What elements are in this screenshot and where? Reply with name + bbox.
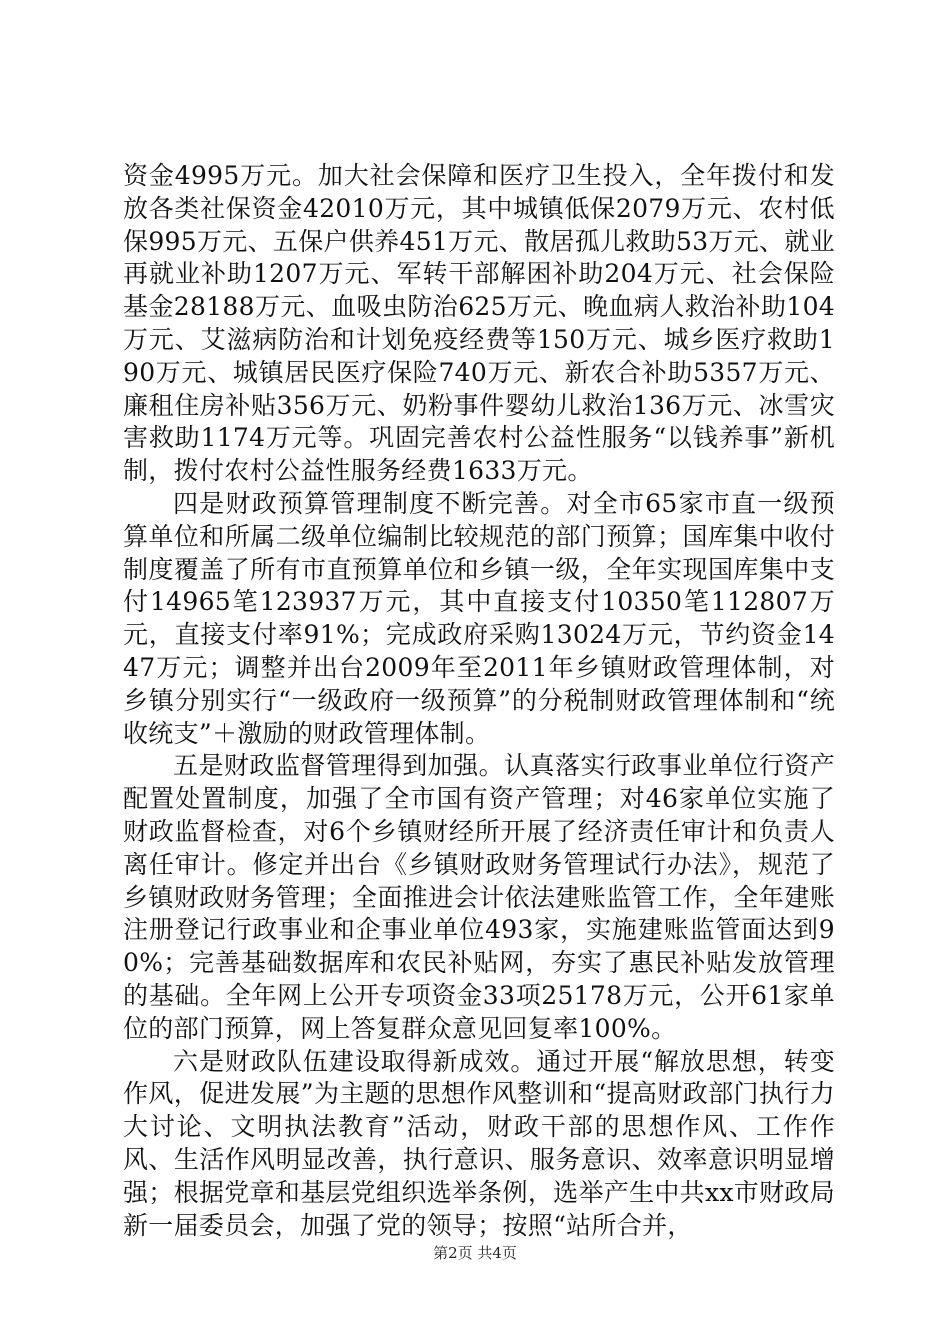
document-body — [123, 160, 835, 1242]
paragraph-fiscal-supervision: 五是财政监督管理得到加强。认真落实行政事业单位行资产配置处置制度，加强了全市国有资产管理；对46家单位实施了财政监督检查，对6个乡镇财经所开展了经济责任审计和负责人离任审计。修定并出台《乡镇财政财务管理试行办法》，规范了乡镇财政财务管理；全面推进会计依法建账监管工作，全年建账注册登记行政事业和企事业单位493家，实施建账监管面达到90%；完善基础数据库和农民补贴网，夯实了惠民补贴发放管理的基础。全年网上公开专项资金33项25178万元，公开61家单位的部门预算，网上答复群众意见回复率100%。 — [123, 751, 835, 1043]
paragraph-team-building: 六是财政队伍建设取得新成效。通过开展“解放思想，转变作风，促进发展”为主题的思想作风整训和“提高财政部门执行力大讨论、文明执法教育”活动，财政干部的思想作风、工作作风、生活作风明显改善，执行意识、服务意识、效率意识明显增强；根据党章和基层党组织选举条例，选举产生中共xx市财政局新一届委员会，加强了党的领导；按照“站所合并， — [123, 1046, 835, 1240]
paragraph-budget-management: 四是财政预算管理制度不断完善。对全市65家市直一级预算单位和所属二级单位编制比较规范的部门预算；国库集中收付制度覆盖了所有市直预算单位和乡镇一级，全年实现国库集中支付14965笔123937万元，其中直接支付10350笔112807万元，直接支付率91%；完成政府采购13024万元，节约资金1447万元；调整并出台2009年至2011年乡镇财政管理体制，对乡镇分别实行“一级政府一级预算”的分税制财政管理体制和“统收统支”＋激励的财政管理体制。 — [123, 488, 835, 748]
page-number-footer: 第2页 共4页 — [433, 1244, 517, 1262]
paragraph-social-security-funds: 资金4995万元。加大社会保障和医疗卫生投入，全年拨付和发放各类社保资金42010万元，其中城镇低保2079万元、农村低保995万元、五保户供养451万元、散居孤儿救助53万元、就业再就业补助1207万元、军转干部解困补助204万元、社会保险基金28188万元、血吸虫防治625万元、晚血病人救治补助104万元、艾滋病防治和计划免疫经费等150万元、城乡医疗救助190万元、城镇居民医疗保险740万元、新农合补助5357万元、廉租住房补贴356万元、奶粉事件婴幼儿救治136万元、冰雪灾害救助1174万元等。巩固完善农村公益性服务“以钱养事”新机制，拨付农村公益性服务经费1633万元。 — [123, 161, 835, 486]
